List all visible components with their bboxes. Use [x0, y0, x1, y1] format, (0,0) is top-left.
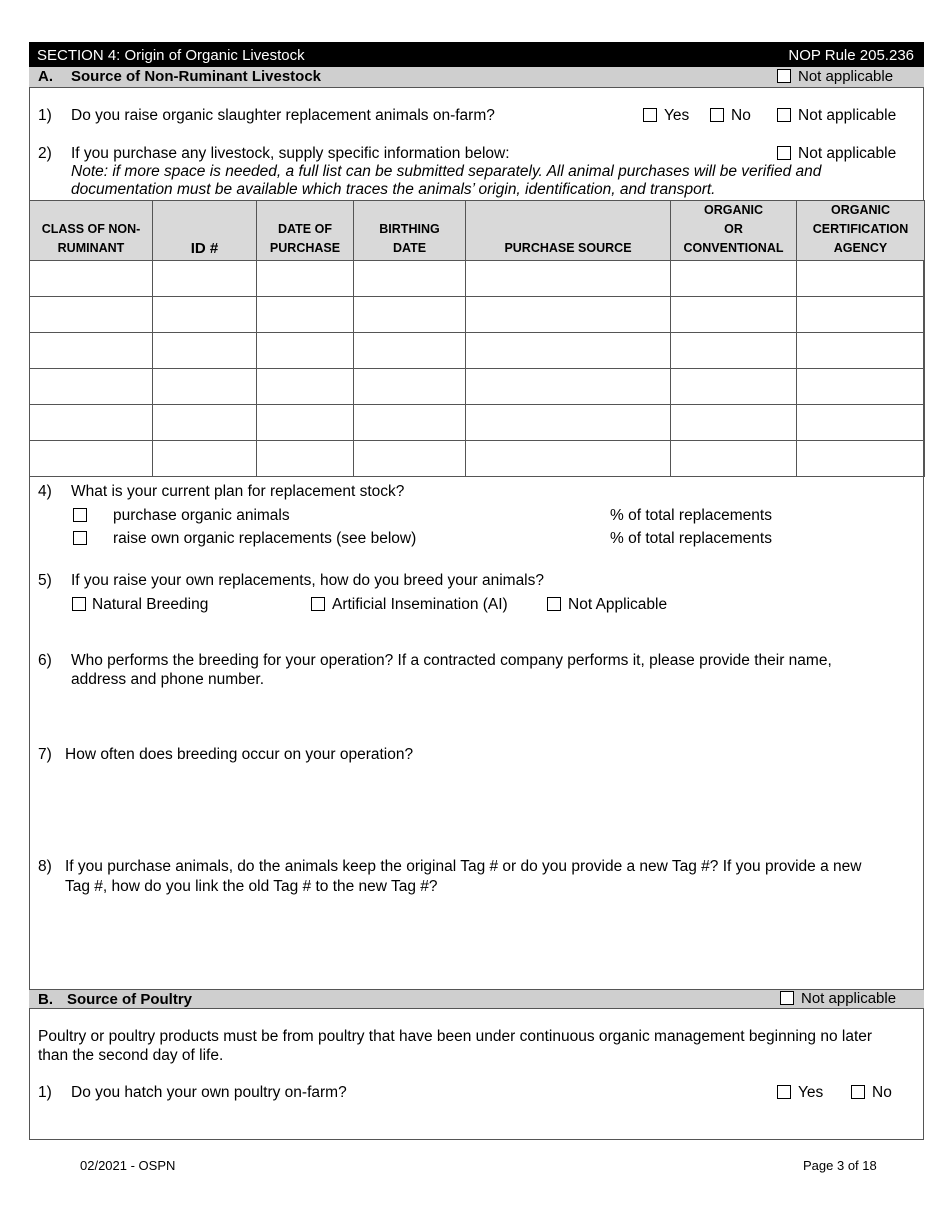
col-birthing-date: BIRTHING DATE [354, 201, 466, 261]
table-cell[interactable] [797, 261, 925, 297]
b-q1-number: 1) [38, 1084, 52, 1101]
b-q1-yes-checkbox[interactable] [777, 1085, 791, 1099]
footer-page-number: Page 3 of 18 [803, 1158, 877, 1173]
table-cell[interactable] [671, 261, 797, 297]
q4-text: What is your current plan for replacement stock? [71, 483, 405, 500]
table-cell[interactable] [153, 297, 257, 333]
livestock-purchase-table [29, 200, 925, 477]
col-organic-certification-agency: ORGANIC CERTIFICATION AGENCY [797, 201, 925, 261]
part-b-na-checkbox[interactable] [780, 991, 794, 1005]
table-cell[interactable] [354, 297, 466, 333]
part-b-intro-line1: Poultry or poultry products must be from poultry that have been under continuous organic management beginning no later [38, 1028, 873, 1045]
table-cell[interactable] [797, 405, 925, 441]
table-row [30, 405, 925, 441]
q5-opt2-label: Artificial Insemination (AI) [332, 596, 508, 613]
table-cell[interactable] [354, 405, 466, 441]
table-cell[interactable] [671, 405, 797, 441]
table-cell[interactable] [466, 333, 671, 369]
table-cell[interactable] [30, 333, 153, 369]
table-cell[interactable] [153, 441, 257, 477]
table-header-row [30, 201, 925, 261]
q4-raise-own-checkbox[interactable] [73, 531, 87, 545]
col-purchase-source: PURCHASE SOURCE [466, 201, 671, 261]
table-cell[interactable] [30, 297, 153, 333]
table-cell[interactable] [466, 405, 671, 441]
table-cell[interactable] [797, 441, 925, 477]
q2-number: 2) [38, 145, 52, 162]
b-q1-text: Do you hatch your own poultry on-farm? [71, 1084, 347, 1101]
table-cell[interactable] [30, 369, 153, 405]
q1-text: Do you raise organic slaughter replacement animals on-farm? [71, 107, 495, 124]
nop-rule: NOP Rule 205.236 [788, 47, 914, 64]
q4-pct2-label: % of total replacements [610, 530, 772, 547]
table-cell[interactable] [797, 297, 925, 333]
table-cell[interactable] [671, 441, 797, 477]
q1-no-label: No [731, 107, 751, 124]
q5-opt1-label: Natural Breeding [92, 596, 209, 613]
table-row [30, 369, 925, 405]
q1-no-checkbox[interactable] [710, 108, 724, 122]
q4-opt2-label: raise own organic replacements (see below) [113, 530, 417, 547]
q5-opt3-label: Not Applicable [568, 596, 668, 613]
q4-pct1-label: % of total replacements [610, 507, 772, 524]
b-q1-no-label: No [872, 1084, 892, 1101]
table-cell[interactable] [354, 441, 466, 477]
q5-na-checkbox[interactable] [547, 597, 561, 611]
table-cell[interactable] [257, 333, 354, 369]
b-q1-no-checkbox[interactable] [851, 1085, 865, 1099]
table-cell[interactable] [466, 369, 671, 405]
table-cell[interactable] [671, 297, 797, 333]
table-cell[interactable] [30, 261, 153, 297]
q6-line2: address and phone number. [71, 671, 265, 688]
table-row [30, 261, 925, 297]
q4-purchase-organic-checkbox[interactable] [73, 508, 87, 522]
table-cell[interactable] [797, 333, 925, 369]
q5-text: If you raise your own replacements, how do you breed your animals? [71, 572, 544, 589]
table-cell[interactable] [257, 405, 354, 441]
table-cell[interactable] [671, 333, 797, 369]
table-cell[interactable] [153, 261, 257, 297]
part-b-na-label: Not applicable [801, 990, 897, 1007]
q6-number: 6) [38, 652, 52, 669]
col-class-of-non-ruminant: CLASS OF NON- RUMINANT [30, 201, 153, 261]
table-cell[interactable] [153, 405, 257, 441]
col-date-of-purchase: DATE OF PURCHASE [257, 201, 354, 261]
table-cell[interactable] [153, 333, 257, 369]
q8-line1: If you purchase animals, do the animals keep the original Tag # or do you provide a new Tag #? If you provide a new [65, 858, 862, 875]
q1-number: 1) [38, 107, 52, 124]
table-cell[interactable] [354, 261, 466, 297]
q1-na-checkbox[interactable] [777, 108, 791, 122]
section-title: SECTION 4: Origin of Organic Livestock [37, 47, 305, 64]
b-q1-yes-label: Yes [798, 1084, 824, 1101]
table-cell[interactable] [671, 369, 797, 405]
table-cell[interactable] [466, 297, 671, 333]
q1-na-label: Not applicable [798, 107, 897, 124]
part-a-na-checkbox[interactable] [777, 69, 791, 83]
section-header [29, 42, 924, 67]
table-row [30, 441, 925, 477]
part-b-title: Source of Poultry [67, 991, 193, 1008]
q2-text: If you purchase any livestock, supply specific information below: [71, 145, 510, 162]
table-cell[interactable] [466, 441, 671, 477]
table-row [30, 297, 925, 333]
footer-form-version: 02/2021 - OSPN [80, 1158, 176, 1173]
q7-text: How often does breeding occur on your operation? [65, 746, 414, 763]
part-a-title: Source of Non-Ruminant Livestock [71, 68, 322, 85]
part-a-header [29, 67, 924, 88]
q5-ai-checkbox[interactable] [311, 597, 325, 611]
q2-note-line2: documentation must be available which traces the animals’ origin, identification, and transport. [71, 181, 716, 198]
part-b-header [29, 989, 924, 1009]
part-a-na-label: Not applicable [798, 68, 894, 85]
q1-yes-label: Yes [664, 107, 690, 124]
table-cell[interactable] [30, 405, 153, 441]
table-cell[interactable] [797, 369, 925, 405]
q4-number: 4) [38, 483, 52, 500]
q6-line1: Who performs the breeding for your operation? If a contracted company performs it, please provide their name, [71, 652, 832, 669]
part-b-label: B. [38, 991, 53, 1008]
col-organic-or-conventional: ORGANIC OR CONVENTIONAL [671, 201, 797, 261]
table-cell[interactable] [354, 369, 466, 405]
table-cell[interactable] [153, 369, 257, 405]
q1-yes-checkbox[interactable] [643, 108, 657, 122]
q5-natural-checkbox[interactable] [72, 597, 86, 611]
q5-number: 5) [38, 572, 52, 589]
q4-opt1-label: purchase organic animals [113, 507, 290, 524]
table-cell[interactable] [257, 441, 354, 477]
col-id-number: ID # [153, 201, 257, 261]
table-cell[interactable] [257, 369, 354, 405]
table-cell[interactable] [466, 261, 671, 297]
table-row [30, 333, 925, 369]
q2-na-checkbox[interactable] [777, 146, 791, 160]
q8-number: 8) [38, 858, 52, 875]
table-cell[interactable] [354, 333, 466, 369]
q7-number: 7) [38, 746, 52, 763]
table-cell[interactable] [257, 261, 354, 297]
table-cell[interactable] [257, 297, 354, 333]
table-cell[interactable] [30, 441, 153, 477]
part-b-intro-line2: than the second day of life. [38, 1047, 224, 1064]
q2-note-line1: Note: if more space is needed, a full list can be submitted separately. All animal purchases will be verified and [71, 163, 822, 180]
part-a-label: A. [38, 68, 53, 85]
q2-na-label: Not applicable [798, 145, 897, 162]
q8-line2: Tag #, how do you link the old Tag # to the new Tag #? [65, 878, 438, 895]
